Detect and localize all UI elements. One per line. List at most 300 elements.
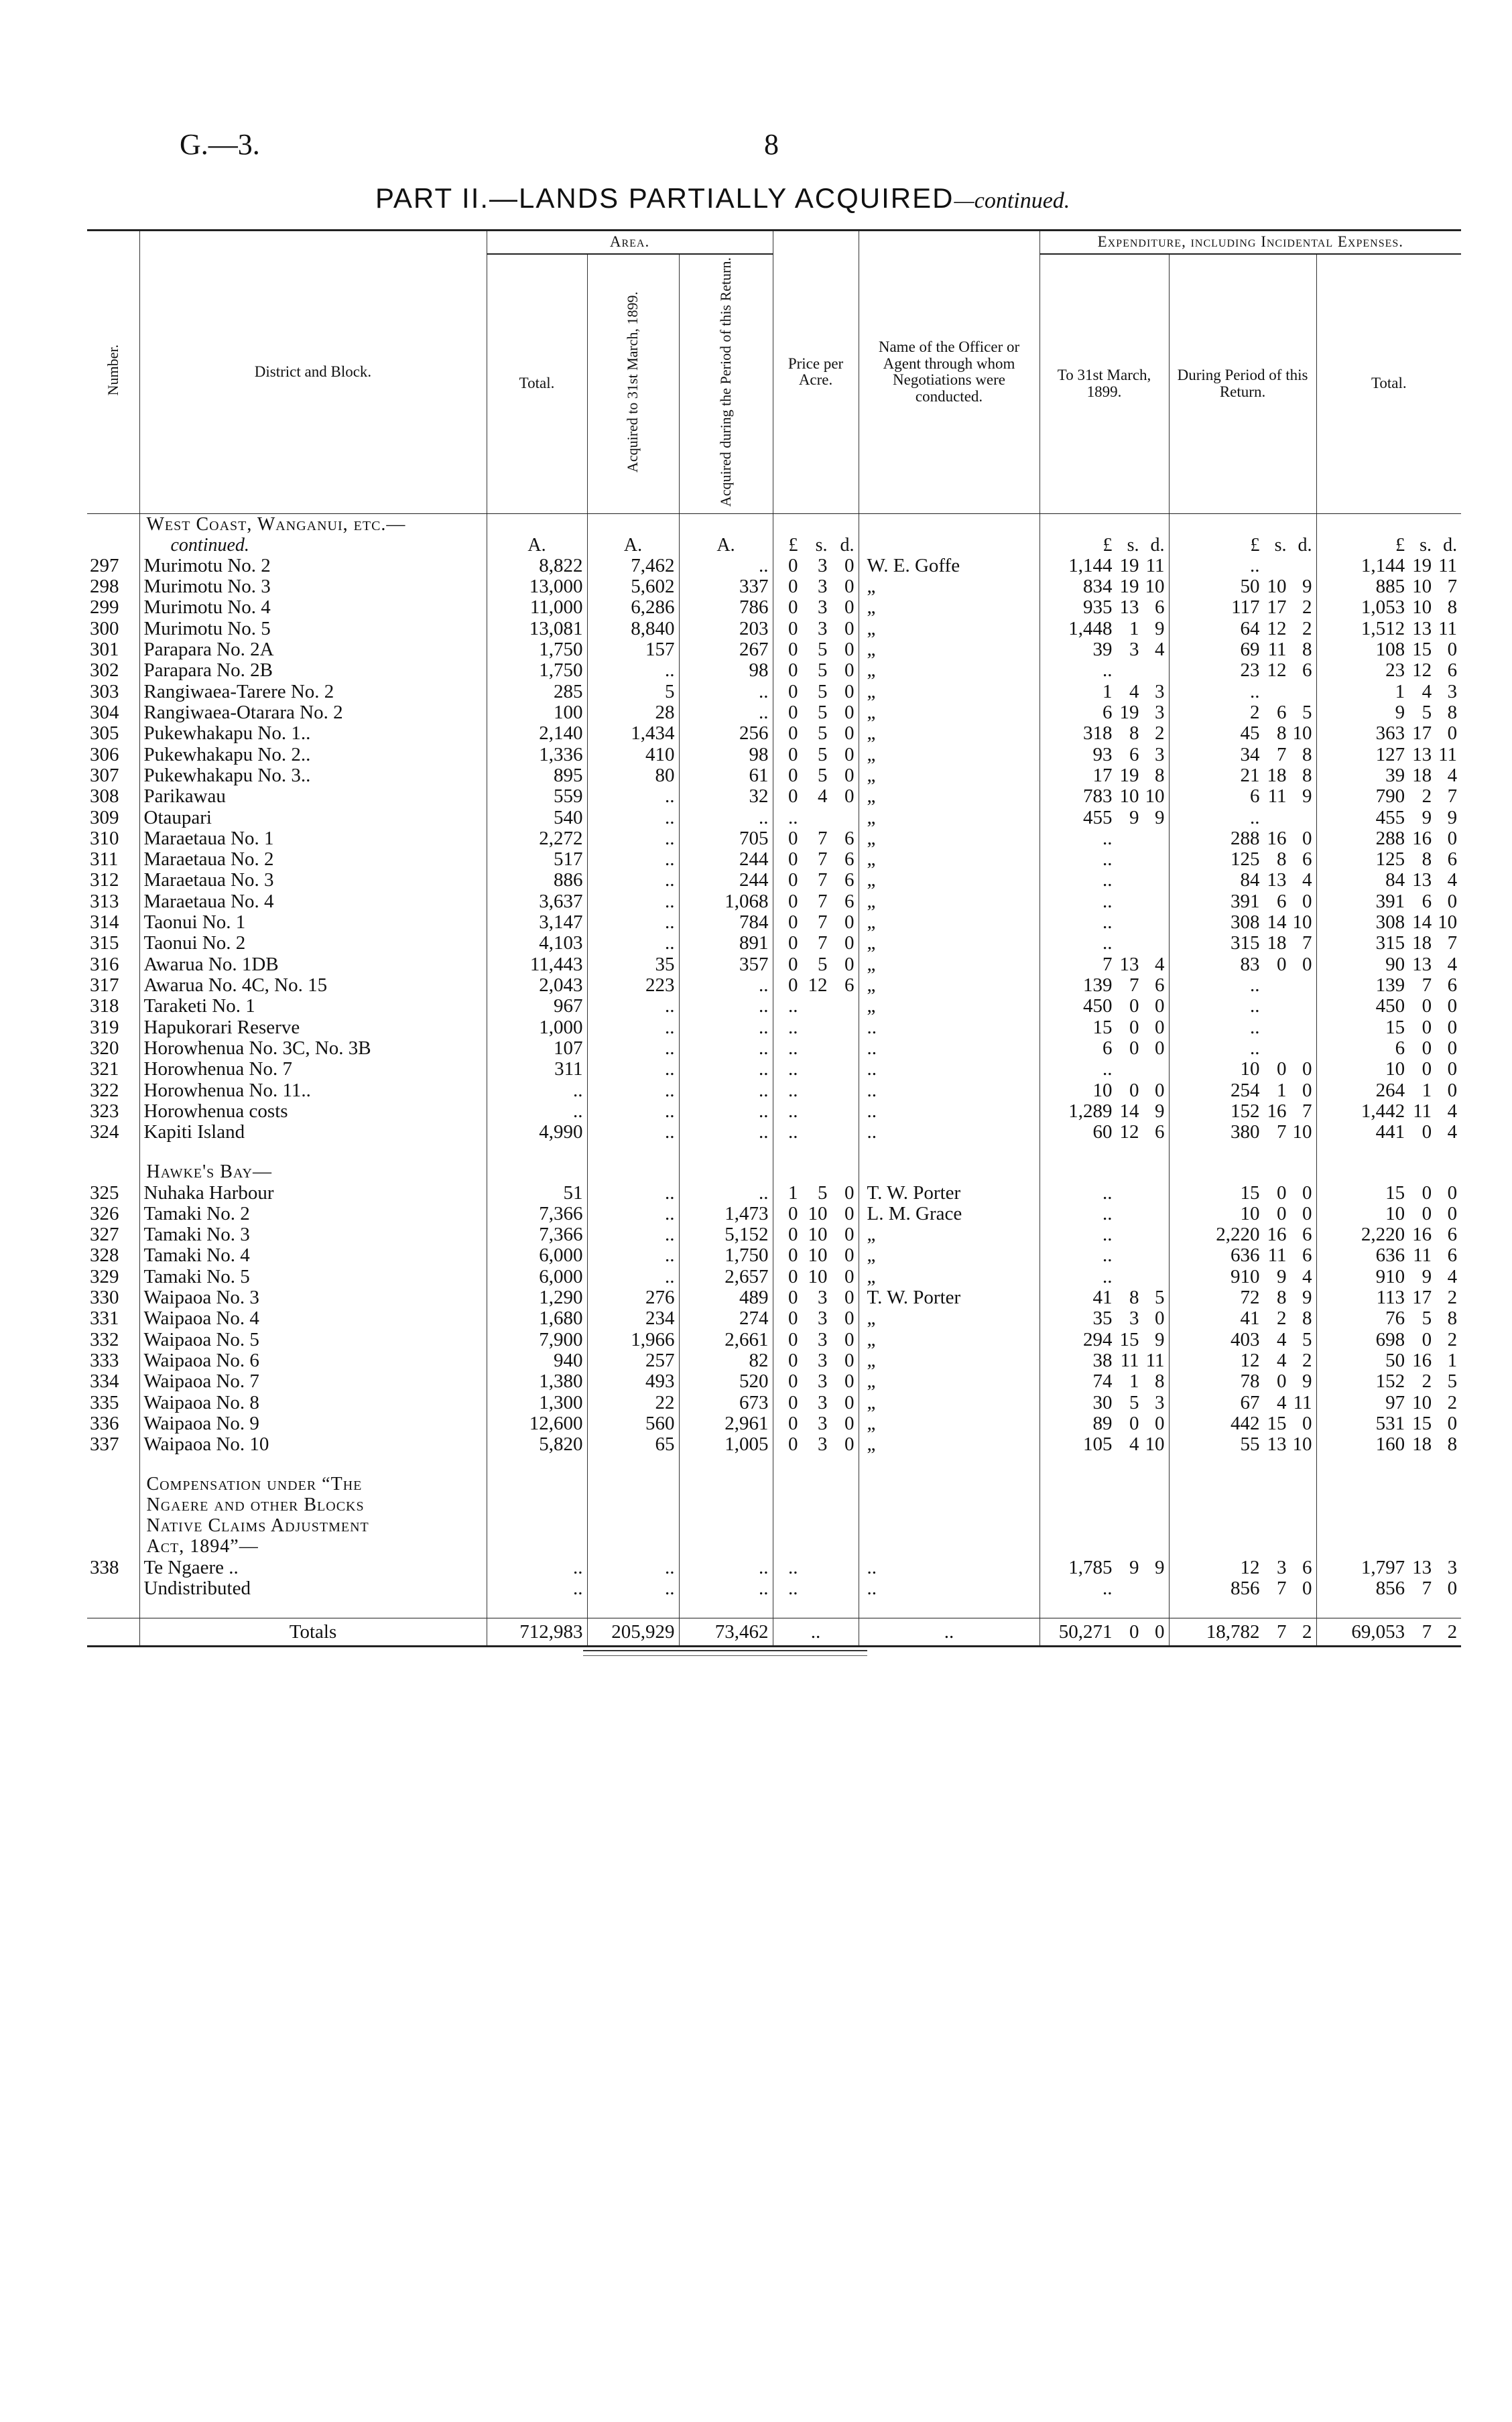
expenditure-to-1899-value — [1048, 556, 1165, 576]
expenditure-during-period-pence: 9 — [1302, 1371, 1312, 1393]
expenditure-during-period — [1169, 1578, 1316, 1599]
spacer-cell — [587, 1599, 679, 1618]
expenditure-during-period-value — [1196, 723, 1312, 744]
expenditure-total-value — [1340, 1183, 1457, 1204]
area-total: 12,600 — [487, 1413, 587, 1434]
expenditure-total-pence: 10 — [1438, 911, 1458, 934]
block-name: Waipaoa No. 6 — [143, 1350, 259, 1372]
expenditure-during-period-pounds: 442 — [1231, 1412, 1260, 1434]
price-per-acre-pounds: .. — [788, 1016, 798, 1038]
price-per-acre — [773, 1204, 859, 1224]
expenditure-total-value — [1340, 1371, 1457, 1392]
expenditure-during-period-value — [1196, 870, 1312, 891]
area-acquired-1899: .. — [587, 912, 679, 933]
expenditure-to-1899-pence: 5 — [1155, 1287, 1165, 1309]
expenditure-total-pence: 11 — [1438, 743, 1458, 765]
expenditure-total-pence: 8 — [1447, 1308, 1458, 1330]
expenditure-total-value — [1340, 576, 1457, 597]
expenditure-to-1899-value — [1048, 786, 1165, 807]
totals-row — [87, 1618, 1461, 1647]
heading-empty-cell — [1316, 1516, 1461, 1537]
expenditure-total — [1316, 1308, 1461, 1329]
price-per-acre-shillings: 4 — [818, 785, 828, 808]
expenditure-to-1899-pounds: .. — [1102, 1182, 1113, 1204]
expenditure-during-period-value — [1196, 1557, 1312, 1578]
area-total: 7,900 — [487, 1330, 587, 1350]
price-per-acre — [773, 1578, 859, 1599]
heading-empty-cell — [679, 513, 773, 535]
expenditure-to-1899-pounds: 450 — [1083, 995, 1113, 1017]
footer-rule — [583, 1650, 867, 1651]
table-row — [87, 808, 1461, 828]
block-name: Kapiti Island — [143, 1121, 245, 1143]
expenditure-total — [1316, 1413, 1461, 1434]
expenditure-to-1899-pounds: 39 — [1092, 639, 1113, 661]
expenditure-total-pounds: 790 — [1375, 785, 1405, 808]
price-per-acre-pence: 0 — [844, 659, 855, 682]
area-acquired-1899: .. — [587, 808, 679, 828]
area-acquired-1899: .. — [587, 933, 679, 954]
area-total: 3,637 — [487, 891, 587, 912]
expenditure-during-period-pounds: 856 — [1231, 1577, 1260, 1599]
section-heading-row — [87, 1162, 1461, 1183]
expenditure-during-period — [1169, 1038, 1316, 1059]
heading-empty-cell — [1316, 513, 1461, 535]
expenditure-total-pounds: 127 — [1375, 743, 1405, 765]
expenditure-during-period-value — [1196, 1308, 1312, 1329]
expenditure-total-shillings: 16 — [1412, 1224, 1432, 1246]
expenditure-during-period — [1169, 1557, 1316, 1578]
totals-expenditure-during-period-pence: 2 — [1302, 1620, 1312, 1643]
unit-pound: £ — [1102, 534, 1113, 556]
price-per-acre-value — [783, 702, 855, 723]
price-per-acre-pounds: 0 — [788, 1412, 798, 1434]
section-title: Hawke's Bay— — [139, 1162, 487, 1183]
block-name: Rangiwaea-Tarere No. 2 — [143, 680, 334, 702]
heading-empty-cell — [587, 1474, 679, 1495]
price-per-acre-value — [783, 1100, 855, 1122]
expenditure-to-1899 — [1040, 702, 1169, 723]
price-per-acre — [773, 1371, 859, 1392]
expenditure-to-1899-shillings: 12 — [1119, 1121, 1139, 1143]
expenditure-during-period-pence: 0 — [1302, 1202, 1312, 1224]
totals-expenditure-total — [1316, 1618, 1461, 1647]
price-per-acre — [773, 702, 859, 723]
row-block — [139, 1017, 487, 1038]
price-per-acre-pence: 0 — [844, 1265, 855, 1287]
expenditure-to-1899-pounds: .. — [1102, 890, 1113, 912]
expenditure-total-shillings: 2 — [1422, 1371, 1432, 1393]
expenditure-to-1899-value — [1048, 1267, 1165, 1287]
area-total: 5,820 — [487, 1434, 587, 1455]
expenditure-to-1899-pence: 10 — [1145, 576, 1165, 598]
expenditure-during-period-shillings: 4 — [1277, 1328, 1287, 1350]
expenditure-total-value — [1340, 1308, 1457, 1329]
expenditure-during-period — [1169, 1413, 1316, 1434]
price-per-acre-pence: 6 — [844, 827, 855, 849]
row-block — [139, 1080, 487, 1101]
expenditure-total-pounds: 885 — [1375, 576, 1405, 598]
expenditure-total — [1316, 1434, 1461, 1455]
expenditure-to-1899-pence: 3 — [1155, 1391, 1165, 1413]
expenditure-total-shillings: 15 — [1412, 1412, 1432, 1434]
expenditure-during-period — [1169, 891, 1316, 912]
expenditure-during-period-shillings: 13 — [1267, 1433, 1287, 1456]
expenditure-to-1899-pounds: .. — [1102, 869, 1113, 891]
row-block — [139, 975, 487, 996]
expenditure-total-pounds: 308 — [1375, 911, 1405, 934]
price-per-acre-value — [783, 1037, 855, 1059]
expenditure-during-period-shillings: 9 — [1277, 1265, 1287, 1287]
price-per-acre-value — [783, 618, 855, 639]
totals-expenditure-total-shillings: 7 — [1422, 1620, 1432, 1643]
expenditure-during-period-pounds: 64 — [1240, 617, 1260, 639]
row-number: 330 — [90, 1287, 119, 1309]
expenditure-total-pence: 4 — [1447, 1121, 1458, 1143]
expenditure-total-shillings: 0 — [1422, 1182, 1432, 1204]
expenditure-during-period-shillings: 0 — [1277, 1058, 1287, 1080]
expenditure-total-value — [1340, 723, 1457, 744]
price-per-acre-pence: 6 — [844, 974, 855, 997]
spacer-cell — [679, 1143, 773, 1162]
area-total: 1,750 — [487, 639, 587, 660]
price-per-acre-value — [783, 1371, 855, 1392]
price-per-acre-pence: 0 — [844, 1391, 855, 1413]
section-title-line: Compensation under “The — [139, 1474, 487, 1495]
section-heading-row — [87, 1537, 1461, 1557]
block-name: Horowhenua No. 11.. — [143, 1079, 311, 1101]
price-per-acre-value — [783, 869, 855, 891]
expenditure-during-period-pounds: 72 — [1240, 1287, 1260, 1309]
expenditure-during-period-pence: 8 — [1302, 1308, 1312, 1330]
expenditure-to-1899-value — [1048, 1350, 1165, 1371]
heading-empty-cell — [487, 1162, 587, 1183]
header-number: Number. — [87, 231, 139, 514]
expenditure-to-1899-pounds: .. — [1102, 659, 1113, 682]
area-total: 6,000 — [487, 1245, 587, 1266]
expenditure-during-period — [1169, 1183, 1316, 1204]
row-block — [139, 1434, 487, 1455]
expenditure-total — [1316, 1101, 1461, 1122]
price-per-acre-pence: 0 — [844, 1245, 855, 1267]
expenditure-during-period-shillings: 16 — [1267, 827, 1287, 849]
expenditure-total-pence: 4 — [1447, 764, 1458, 786]
section-title-line: Act, 1894”— — [139, 1537, 487, 1557]
expenditure-to-1899-value — [1048, 1393, 1165, 1413]
area-acquired-1899: 65 — [587, 1434, 679, 1455]
block-name: Horowhenua costs — [143, 1100, 288, 1122]
table-row — [87, 1080, 1461, 1101]
area-acquired-period: .. — [679, 682, 773, 702]
area-total: 107 — [487, 1038, 587, 1059]
expenditure-total-pence: 7 — [1447, 576, 1458, 598]
expenditure-total-value — [1340, 1038, 1457, 1059]
expenditure-during-period-pounds: .. — [1250, 680, 1260, 702]
area-acquired-period: 98 — [679, 660, 773, 681]
expenditure-total-shillings: 17 — [1412, 722, 1432, 745]
expenditure-during-period-value — [1196, 576, 1312, 597]
expenditure-to-1899-shillings: 1 — [1129, 1371, 1139, 1393]
expenditure-to-1899-value — [1048, 891, 1165, 912]
price-per-acre — [773, 912, 859, 933]
expenditure-total — [1316, 1224, 1461, 1245]
expenditure-during-period-pounds: 78 — [1240, 1371, 1260, 1393]
heading-empty-cell — [1316, 1474, 1461, 1495]
heading-empty-cell — [1169, 1516, 1316, 1537]
spacer-cell — [487, 1456, 587, 1474]
area-acquired-1899: 1,966 — [587, 1330, 679, 1350]
price-per-acre-value — [783, 932, 855, 954]
totals-expenditure-total-value — [1340, 1622, 1457, 1643]
expenditure-total-shillings: 2 — [1422, 785, 1432, 808]
expenditure-during-period-pounds: 2,220 — [1216, 1224, 1260, 1246]
expenditure-during-period-pence: 10 — [1292, 911, 1312, 934]
totals-officer: .. — [859, 1618, 1040, 1647]
area-acquired-period: 1,750 — [679, 1245, 773, 1266]
header-district: District and Block. — [139, 231, 487, 514]
expenditure-to-1899 — [1040, 1308, 1169, 1329]
expenditure-total-pence: 6 — [1447, 974, 1458, 997]
block-name: Pukewhakapu No. 1.. — [143, 722, 311, 745]
expenditure-total-shillings: 16 — [1412, 827, 1432, 849]
expenditure-total — [1316, 1017, 1461, 1038]
expenditure-to-1899-value — [1048, 849, 1165, 870]
officer-name: „ — [859, 597, 1040, 618]
expenditure-during-period-value — [1196, 682, 1312, 702]
expenditure-total-value — [1340, 1330, 1457, 1350]
expenditure-to-1899-value — [1048, 1413, 1165, 1434]
expenditure-total-shillings: 7 — [1422, 974, 1432, 997]
expenditure-to-1899-pence: 9 — [1155, 806, 1165, 828]
expenditure-during-period-pence: 0 — [1302, 1412, 1312, 1434]
heading-empty-cell — [773, 1495, 859, 1516]
officer-name: „ — [859, 639, 1040, 660]
heading-empty-cell — [859, 1516, 1040, 1537]
expenditure-total-value — [1340, 1578, 1457, 1599]
expenditure-to-1899 — [1040, 891, 1169, 912]
expenditure-during-period-value — [1196, 660, 1312, 681]
spacer-cell — [1169, 1143, 1316, 1162]
units-number-cell — [87, 535, 139, 556]
expenditure-total-value — [1340, 702, 1457, 723]
block-name: Otaupari — [143, 806, 212, 828]
header-area-acquired-period: Acquired during the Period of this Return. — [679, 254, 773, 513]
expenditure-during-period-pounds: .. — [1250, 554, 1260, 576]
expenditure-to-1899-pounds: 74 — [1092, 1371, 1113, 1393]
expenditure-during-period-shillings: 0 — [1277, 1182, 1287, 1204]
price-per-acre-value — [783, 639, 855, 660]
expenditure-during-period-shillings: 11 — [1267, 785, 1287, 808]
units-row — [87, 535, 1461, 556]
unit-money-e2 — [1169, 535, 1316, 556]
row-number: 308 — [90, 785, 119, 808]
expenditure-to-1899-shillings: 4 — [1129, 1433, 1139, 1456]
expenditure-during-period-pounds: 12 — [1240, 1556, 1260, 1578]
price-per-acre — [773, 1308, 859, 1329]
expenditure-to-1899 — [1040, 1434, 1169, 1455]
totals-expenditure-total-pounds: 69,053 — [1351, 1620, 1405, 1643]
expenditure-total — [1316, 576, 1461, 597]
row-block — [139, 912, 487, 933]
price-per-acre — [773, 1122, 859, 1143]
row-number: 325 — [90, 1182, 119, 1204]
area-acquired-1899: .. — [587, 1578, 679, 1599]
price-per-acre — [773, 765, 859, 786]
price-per-acre — [773, 1183, 859, 1204]
expenditure-during-period-value — [1196, 1017, 1312, 1038]
table-row — [87, 1038, 1461, 1059]
expenditure-during-period-value — [1196, 912, 1312, 933]
expenditure-during-period-value — [1196, 1287, 1312, 1308]
expenditure-total-shillings: 6 — [1422, 890, 1432, 912]
heading-empty-cell — [773, 1474, 859, 1495]
expenditure-total-pounds: 160 — [1375, 1433, 1405, 1456]
unit-acres-acquired: A. — [587, 535, 679, 556]
expenditure-to-1899 — [1040, 996, 1169, 1017]
price-per-acre-value — [783, 1557, 855, 1578]
expenditure-to-1899 — [1040, 1017, 1169, 1038]
spacer-cell — [773, 1456, 859, 1474]
price-per-acre-pounds: .. — [788, 1121, 798, 1143]
expenditure-total — [1316, 870, 1461, 891]
officer-name: T. W. Porter — [859, 1287, 1040, 1308]
expenditure-total — [1316, 619, 1461, 639]
unit-price-labels — [783, 535, 855, 556]
area-total: 11,443 — [487, 954, 587, 975]
area-acquired-period: 98 — [679, 745, 773, 765]
table-row — [87, 933, 1461, 954]
expenditure-during-period-pence: 6 — [1302, 659, 1312, 682]
price-per-acre-pence: 6 — [844, 890, 855, 912]
expenditure-during-period-pounds: 84 — [1240, 869, 1260, 891]
price-per-acre-shillings: 3 — [818, 554, 828, 576]
expenditure-total-pounds: 23 — [1385, 659, 1405, 682]
price-per-acre-value — [783, 1392, 855, 1413]
price-per-acre-value — [783, 807, 855, 828]
expenditure-total — [1316, 912, 1461, 933]
area-acquired-period: 786 — [679, 597, 773, 618]
expenditure-to-1899-pence: 8 — [1155, 764, 1165, 786]
expenditure-total-pounds: 531 — [1375, 1412, 1405, 1434]
row-block — [139, 682, 487, 702]
expenditure-total-value — [1340, 1287, 1457, 1308]
officer-name: „ — [859, 975, 1040, 996]
heading-empty-cell — [859, 1537, 1040, 1557]
area-acquired-1899: 410 — [587, 745, 679, 765]
row-number: 315 — [90, 932, 119, 954]
expenditure-during-period — [1169, 745, 1316, 765]
expenditure-during-period-shillings: 12 — [1267, 617, 1287, 639]
price-per-acre-value — [783, 1266, 855, 1287]
officer-name: W. E. Goffe — [859, 556, 1040, 576]
expenditure-total — [1316, 639, 1461, 660]
area-acquired-period: 784 — [679, 912, 773, 933]
price-per-acre-pence: 6 — [844, 848, 855, 871]
expenditure-total-value — [1340, 556, 1457, 576]
expenditure-to-1899 — [1040, 1224, 1169, 1245]
spacer-cell — [773, 1599, 859, 1618]
expenditure-total — [1316, 682, 1461, 702]
expenditure-to-1899-pence: 10 — [1145, 785, 1165, 808]
area-total: 1,750 — [487, 660, 587, 681]
table-row — [87, 828, 1461, 849]
block-name: Taonui No. 1 — [143, 911, 246, 934]
table-row — [87, 639, 1461, 660]
expenditure-during-period-shillings: 8 — [1277, 1287, 1287, 1309]
header-area-total: Total. — [487, 254, 587, 513]
price-per-acre-value — [783, 1017, 855, 1038]
expenditure-to-1899-pence: 0 — [1155, 1037, 1165, 1059]
part-title — [375, 182, 1070, 214]
expenditure-during-period-pounds: 10 — [1240, 1202, 1260, 1224]
expenditure-during-period-value — [1196, 849, 1312, 870]
area-acquired-1899: 223 — [587, 975, 679, 996]
heading-empty-cell — [587, 1162, 679, 1183]
row-block — [139, 996, 487, 1017]
row-number: 303 — [90, 680, 119, 702]
expenditure-to-1899-pounds: 1 — [1102, 680, 1113, 702]
area-total: 7,366 — [487, 1224, 587, 1245]
price-per-acre-pounds: 0 — [788, 659, 798, 682]
area-total: 1,290 — [487, 1287, 587, 1308]
unit-shilling: s. — [1420, 534, 1432, 556]
price-per-acre-pounds: 0 — [788, 848, 798, 871]
expenditure-during-period — [1169, 597, 1316, 618]
row-number: 337 — [90, 1433, 119, 1456]
expenditure-total-pence: 6 — [1447, 1245, 1458, 1267]
price-per-acre — [773, 597, 859, 618]
expenditure-total-pounds: 84 — [1385, 869, 1405, 891]
expenditure-during-period-value — [1196, 1371, 1312, 1392]
price-per-acre-pounds: 0 — [788, 890, 798, 912]
expenditure-to-1899-value — [1048, 975, 1165, 996]
expenditure-to-1899-pence: 3 — [1155, 701, 1165, 723]
heading-empty-cell — [1169, 1495, 1316, 1516]
expenditure-during-period-value — [1196, 1080, 1312, 1101]
expenditure-during-period-value — [1196, 1578, 1312, 1599]
expenditure-during-period-value — [1196, 1330, 1312, 1350]
expenditure-during-period-value — [1196, 891, 1312, 912]
expenditure-total-pence: 2 — [1447, 1287, 1458, 1309]
expenditure-total-pence: 11 — [1438, 617, 1458, 639]
expenditure-total-pence: 0 — [1447, 639, 1458, 661]
row-block — [139, 1038, 487, 1059]
expenditure-during-period — [1169, 1245, 1316, 1266]
row-block — [139, 1224, 487, 1245]
expenditure-to-1899-value — [1048, 828, 1165, 849]
area-total: 3,147 — [487, 912, 587, 933]
spacer-cell — [1169, 1456, 1316, 1474]
expenditure-during-period-value — [1196, 1393, 1312, 1413]
expenditure-total-pence: 0 — [1447, 1577, 1458, 1599]
expenditure-total-value — [1340, 808, 1457, 828]
area-acquired-period: .. — [679, 1578, 773, 1599]
expenditure-during-period-pence: 7 — [1302, 1100, 1312, 1122]
expenditure-to-1899-pence: 0 — [1155, 1308, 1165, 1330]
expenditure-total-value — [1340, 682, 1457, 702]
expenditure-to-1899-pounds: .. — [1102, 1202, 1113, 1224]
row-number: 335 — [90, 1391, 119, 1413]
heading-empty-cell — [1040, 1474, 1169, 1495]
spacer-cell — [139, 1599, 487, 1618]
block-name: Waipaoa No. 3 — [143, 1287, 259, 1309]
expenditure-total — [1316, 1059, 1461, 1080]
price-per-acre — [773, 975, 859, 996]
price-per-acre-pounds: 0 — [788, 827, 798, 849]
expenditure-during-period-pounds: 6 — [1250, 785, 1260, 808]
area-total: 11,000 — [487, 597, 587, 618]
area-total: 7,366 — [487, 1204, 587, 1224]
